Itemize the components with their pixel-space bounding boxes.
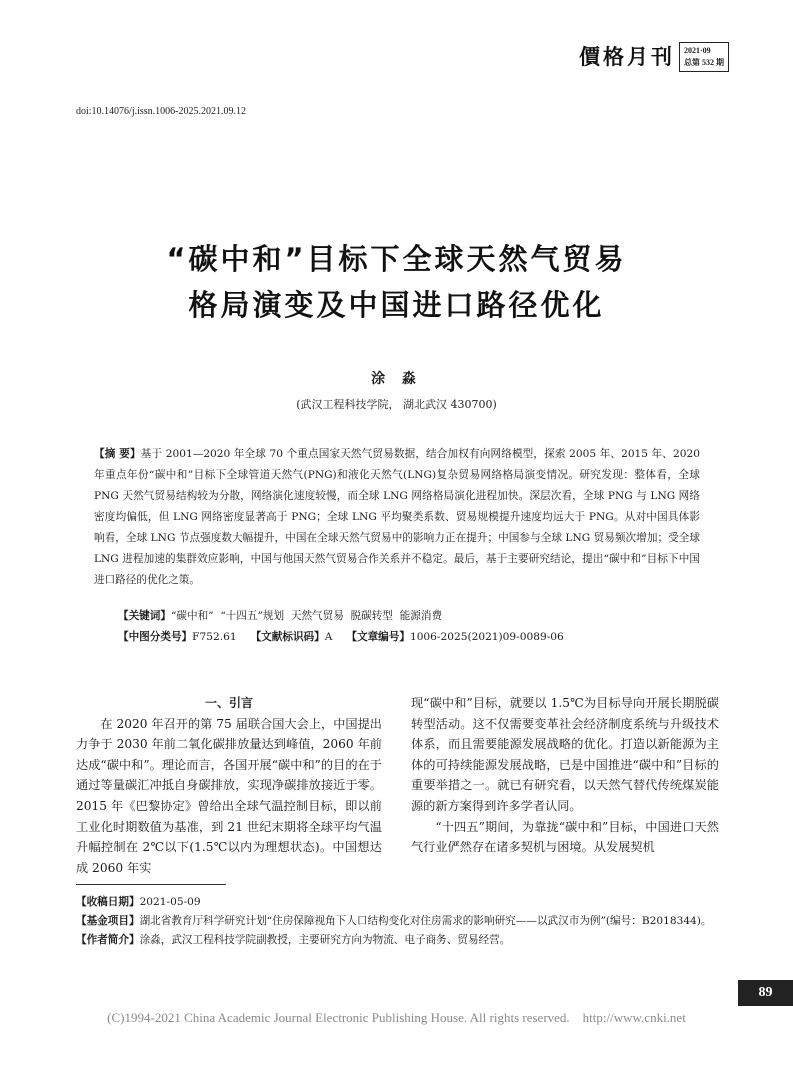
article-number-value: 1006-2025(2021)09-0089-06: [409, 631, 564, 643]
footnote-divider: [76, 884, 226, 885]
issue-box: [679, 42, 729, 72]
author-name: 涂 淼: [371, 371, 422, 387]
body-column-left: [76, 693, 382, 878]
issue-date: 2021·09: [684, 46, 711, 55]
clc-value: F752.61: [192, 631, 237, 643]
keywords-label: 【关键词】: [118, 610, 171, 622]
keywords-row: [118, 606, 718, 627]
page-number: 89: [738, 980, 793, 1006]
doi-line: doi:10.14076/j.issn.1006-2025.2021.09.12: [76, 106, 247, 117]
body-paragraph: “十四五”期间，为靠拢“碳中和”目标，中国进口天然气行业俨然存在诸多契机与困境。从发展契机: [411, 819, 719, 855]
footnote-fund: [76, 912, 721, 931]
fund-label: 【基金项目】: [76, 915, 140, 927]
article-meta: [118, 606, 718, 648]
keywords-text: “碳中和” “十四五”规划 天然气贸易 脱碳转型 能源消费: [170, 610, 443, 622]
journal-masthead: [579, 42, 729, 72]
journal-logo: 價格月刊: [579, 44, 675, 69]
author-bio-value: 涂淼，武汉工程科技学院副教授，主要研究方向为物流、电子商务、贸易经营。: [139, 934, 511, 946]
abstract-label: 【摘 要】: [94, 448, 141, 460]
article-number-label: 【文章编号】: [346, 631, 410, 643]
footnote-received: [76, 893, 721, 912]
author-bio-label: 【作者简介】: [76, 934, 140, 946]
footnotes: [76, 893, 721, 950]
footnote-author: [76, 931, 721, 950]
issue-number: 总第 532 期: [684, 58, 724, 67]
copyright-notice: (C)1994-2021 China Academic Journal Electronic Publishing House. All rights reserved. http://www.cnki.net: [107, 1010, 686, 1025]
author-affiliation: (武汉工程科技学院， 湖北武汉 430700): [296, 398, 497, 411]
body-paragraph: 在 2020 年召开的第 75 届联合国大会上，中国提出力争于 2030 年前二氧化碳排放量达到峰值，2060 年前达成“碳中和”。理论而言，各国开展“碳中和”的目的在于通过等量碳汇冲抵自身碳排放，实现净碳排放接近于零。2015 年《巴黎协定》曾给出全球气温控制目标，即以前工业化时期数值为基准，到 21 世纪末期将全球平均气温升幅控制在 2℃以下(1.5℃以内为理想状态)。中国想达成 2060 年实: [76, 716, 382, 875]
article-title: [60, 236, 733, 328]
received-value: 2021-05-09: [139, 896, 201, 908]
doc-code-value: A: [324, 631, 333, 643]
fund-value: 湖北省教育厅科学研究计划“住房保障视角下人口结构变化对住房需求的影响研究——以武汉市为例”(编号：B2018344)。: [139, 915, 712, 927]
body-column-right: [411, 693, 719, 858]
doc-code-label: 【文献标识码】: [250, 631, 325, 643]
clc-label: 【中图分类号】: [118, 631, 193, 643]
abstract-text: 基于 2001—2020 年全球 70 个重点国家天然气贸易数据，结合加权有向网络模型，探索 2005 年、2015 年、2020 年重点年份“碳中和”目标下全球管道天然气(PNG)和液化天然气(LNG)复杂贸易网络格局演变情况。研究发现：整体看，全球 PNG 天然气贸易结构较为分散，网络演化速度较慢，而全球 LNG 网络格局演化进程加快。深层次看，全球 PNG 与 LNG 网络密度均偏低，但 LNG 网络密度显著高于 PNG；全球 LNG 平均聚类系数、贸易规模提升速度均远大于 PNG。从对中国具体影响看，全球 LNG 节点强度数大幅提升，中国在全球天然气贸易中的影响力正在提升；中国参与全球 LNG 贸易频次增加；受全球 LNG 进程加速的集群效应影响，中国与他国天然气贸易合作关系并不稳定。最后，基于主要研究结论，提出“碳中和”目标下中国进口路径的优化之策。: [94, 448, 700, 586]
body-paragraph: 现“碳中和”目标，就要以 1.5℃为目标导向开展长期脱碳转型活动。这不仅需要变革社会经济制度系统与升级技术体系，而且需要能源发展战略的优化。打造以新能源为主体的可持续能源发展战略，已是中国推进“碳中和”目标的重要举措之一。就已有研究看，以天然气替代传统煤炭能源的新方案得到许多学者认同。: [411, 696, 719, 813]
abstract: [94, 444, 700, 591]
received-label: 【收稿日期】: [76, 896, 140, 908]
classification-row: [118, 627, 718, 648]
section-heading: 一、引言: [204, 696, 253, 710]
title-line-2: 格局演变及中国进口路径优化: [188, 288, 605, 322]
title-line-1: “碳中和”目标下全球天然气贸易: [166, 242, 627, 276]
